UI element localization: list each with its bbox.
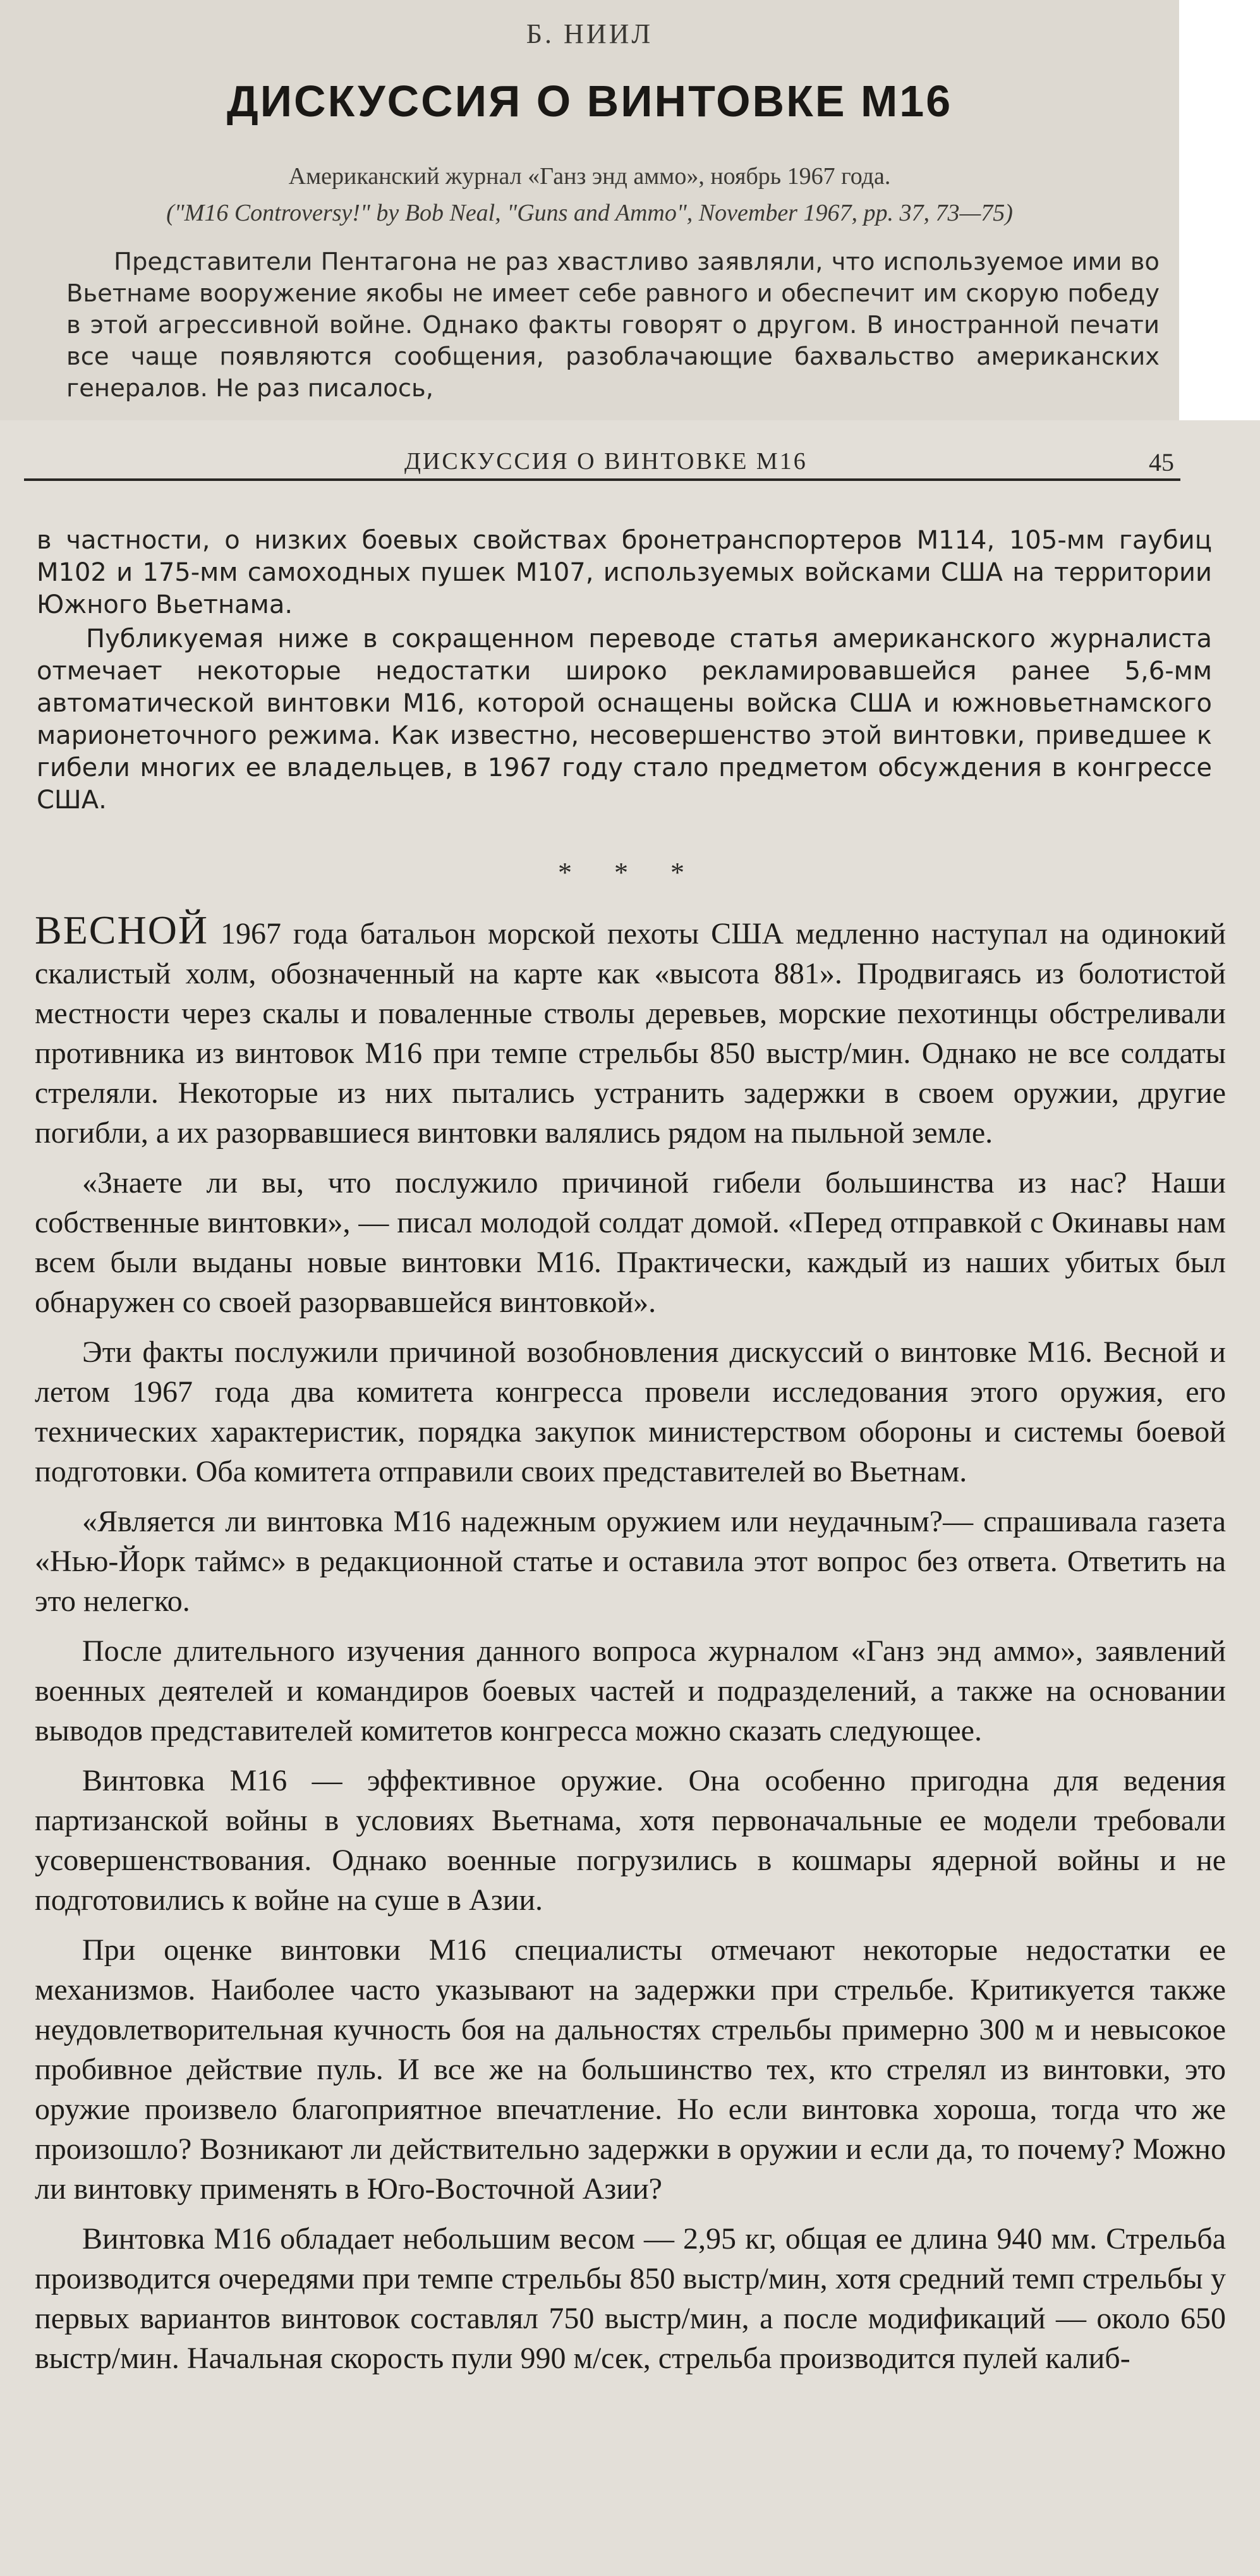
page-number: 45 xyxy=(1149,448,1174,477)
intro-paragraph: Публикуемая ниже в сокращенном переводе статья американского журналиста отмечает некоторые недостатки широко рекламировавшейся ранее 5,6-мм автоматической винтовки М16, которой оснащены войска США и южновьетнамского марионеточного режима. Как известно, несовершенство этой винтовки, приведшее к гибели многих ее владельцев, в 1967 году стало предметом обсуждения в конгрессе США. xyxy=(37,624,1212,815)
intro-paragraph: в частности, о низких боевых свойствах бронетранспортеров М114, 105-мм гаубиц М102 и 175-мм самоходных пушек М107, используемых войсками США на территории Южного Вьетнама. xyxy=(37,526,1212,619)
running-head xyxy=(0,447,1260,479)
article-paragraph: После длительного изучения данного вопроса журналом «Ганз энд аммо», заявлений военных деятелей и командиров боевых частей и подразделений, а также на основании выводов представителей комитетов конгресса можно сказать следующее. xyxy=(35,1634,1226,1747)
drop-cap-word: ВЕСНОЙ xyxy=(35,908,209,952)
article-paragraph: «Знаете ли вы, что послужило причиной гибели большинства из нас? Наши собственные винтовки», — писал молодой солдат домой. «Перед отправкой с Окинавы нам всем были выданы новые винтовки М16. Практически, каждый из наших убитых был обнаружен со своей разорвавшейся винтовкой». xyxy=(35,1166,1226,1319)
article-body xyxy=(35,910,1226,2388)
section-separator: * * * xyxy=(558,857,702,888)
editorial-intro-top xyxy=(66,246,1160,404)
header-rule xyxy=(24,478,1180,481)
article-paragraph: Винтовка М16 обладает небольшим весом — 2,95 кг, общая ее длина 940 мм. Стрельба производится очередями при темпе стрельбы 850 выстр/мин, хотя средний темп стрельбы у первых вариантов винтовок составлял 750 выстр/мин, а после модификаций — около 650 выстр/мин. Начальная скорость пули 990 м/сек, стрельба производится пулей калиб- xyxy=(35,2222,1226,2375)
article-source xyxy=(0,158,1179,231)
source-en: ("M16 Controversy!" by Bob Neal, "Guns and Ammo", November 1967, pp. 37, 73—75) xyxy=(166,200,1013,226)
article-paragraph: Винтовка М16 — эффективное оружие. Она особенно пригодна для ведения партизанской войны в условиях Вьетнама, хотя первоначальные ее модели требовали усовершенствования. Однако военные погрузились в кошмары ядерной войны и не подготовились к войне на суше в Азии. xyxy=(35,1764,1226,1917)
article-paragraph: Эти факты послужили причиной возобновления дискуссий о винтовке М16. Весной и летом 1967 года два комитета конгресса провели исследования этого оружия, его технических характеристик, порядка закупок министерством обороны и системы боевой подготовки. Оба комитета отправили своих представителей во Вьетнам. xyxy=(35,1335,1226,1488)
article-paragraph: При оценке винтовки М16 специалисты отмечают некоторые недостатки ее механизмов. Наиболее часто указывают на задержки при стрельбе. Критикуется также неудовлетворительная кучность боя на дальностях стрельбы примерно 300 м и невысокое пробивное действие пуль. И все же на большинство тех, кто стрелял из винтовки, это оружие произвело благоприятное впечатление. Но если винтовка хороша, тогда что же произошло? Возникают ли действительно задержки в оружии и если да, то почему? Можно ли винтовку применять в Юго-Восточной Азии? xyxy=(35,1933,1226,2206)
source-ru: Американский журнал «Ганз энд аммо», ноябрь 1967 года. xyxy=(288,163,891,190)
editorial-intro-continued xyxy=(37,525,1212,817)
intro-top-paragraph: Представители Пентагона не раз хвастливо заявляли, что используемое ими во Вьетнаме вооружение якобы не имеет себе равного и обеспечит им скорую победу в этой агрессивной войне. Однако факты говорят о другом. В иностранной печати все чаще появляются сообщения, разоблачающие бахвальство американских генералов. Не раз писалось, xyxy=(66,248,1160,403)
article-author: Б. НИИЛ xyxy=(526,18,653,49)
article-title: ДИСКУССИЯ О ВИНТОВКЕ М16 xyxy=(226,76,953,126)
article-paragraph: «Является ли винтовка М16 надежным оружием или неудачным?— спрашивала газета «Нью-Йорк таймс» в редакционной статье и оставила этот вопрос без ответа. Ответить на это нелегко. xyxy=(35,1505,1226,1618)
article-paragraph xyxy=(35,910,1226,1153)
page-top-photo xyxy=(0,0,1179,420)
running-head-title: ДИСКУССИЯ О ВИНТОВКЕ М16 xyxy=(404,448,808,475)
first-paragraph-text: 1967 года батальон морской пехоты США медленно наступал на одинокий скалистый холм, обозначенный на карте как «высота 881». Продвигаясь из болотистой местности через скалы и поваленные стволы деревьев, морские пехотинцы обстреливали противника из винтовок М16 при темпе стрельбы 850 выстр/мин. Однако не все солдаты стреляли. Некоторые из них пытались устранить задержки в своем оружии, другие погибли, а их разорвавшиеся винтовки валялись рядом на пыльной земле. xyxy=(35,917,1226,1150)
